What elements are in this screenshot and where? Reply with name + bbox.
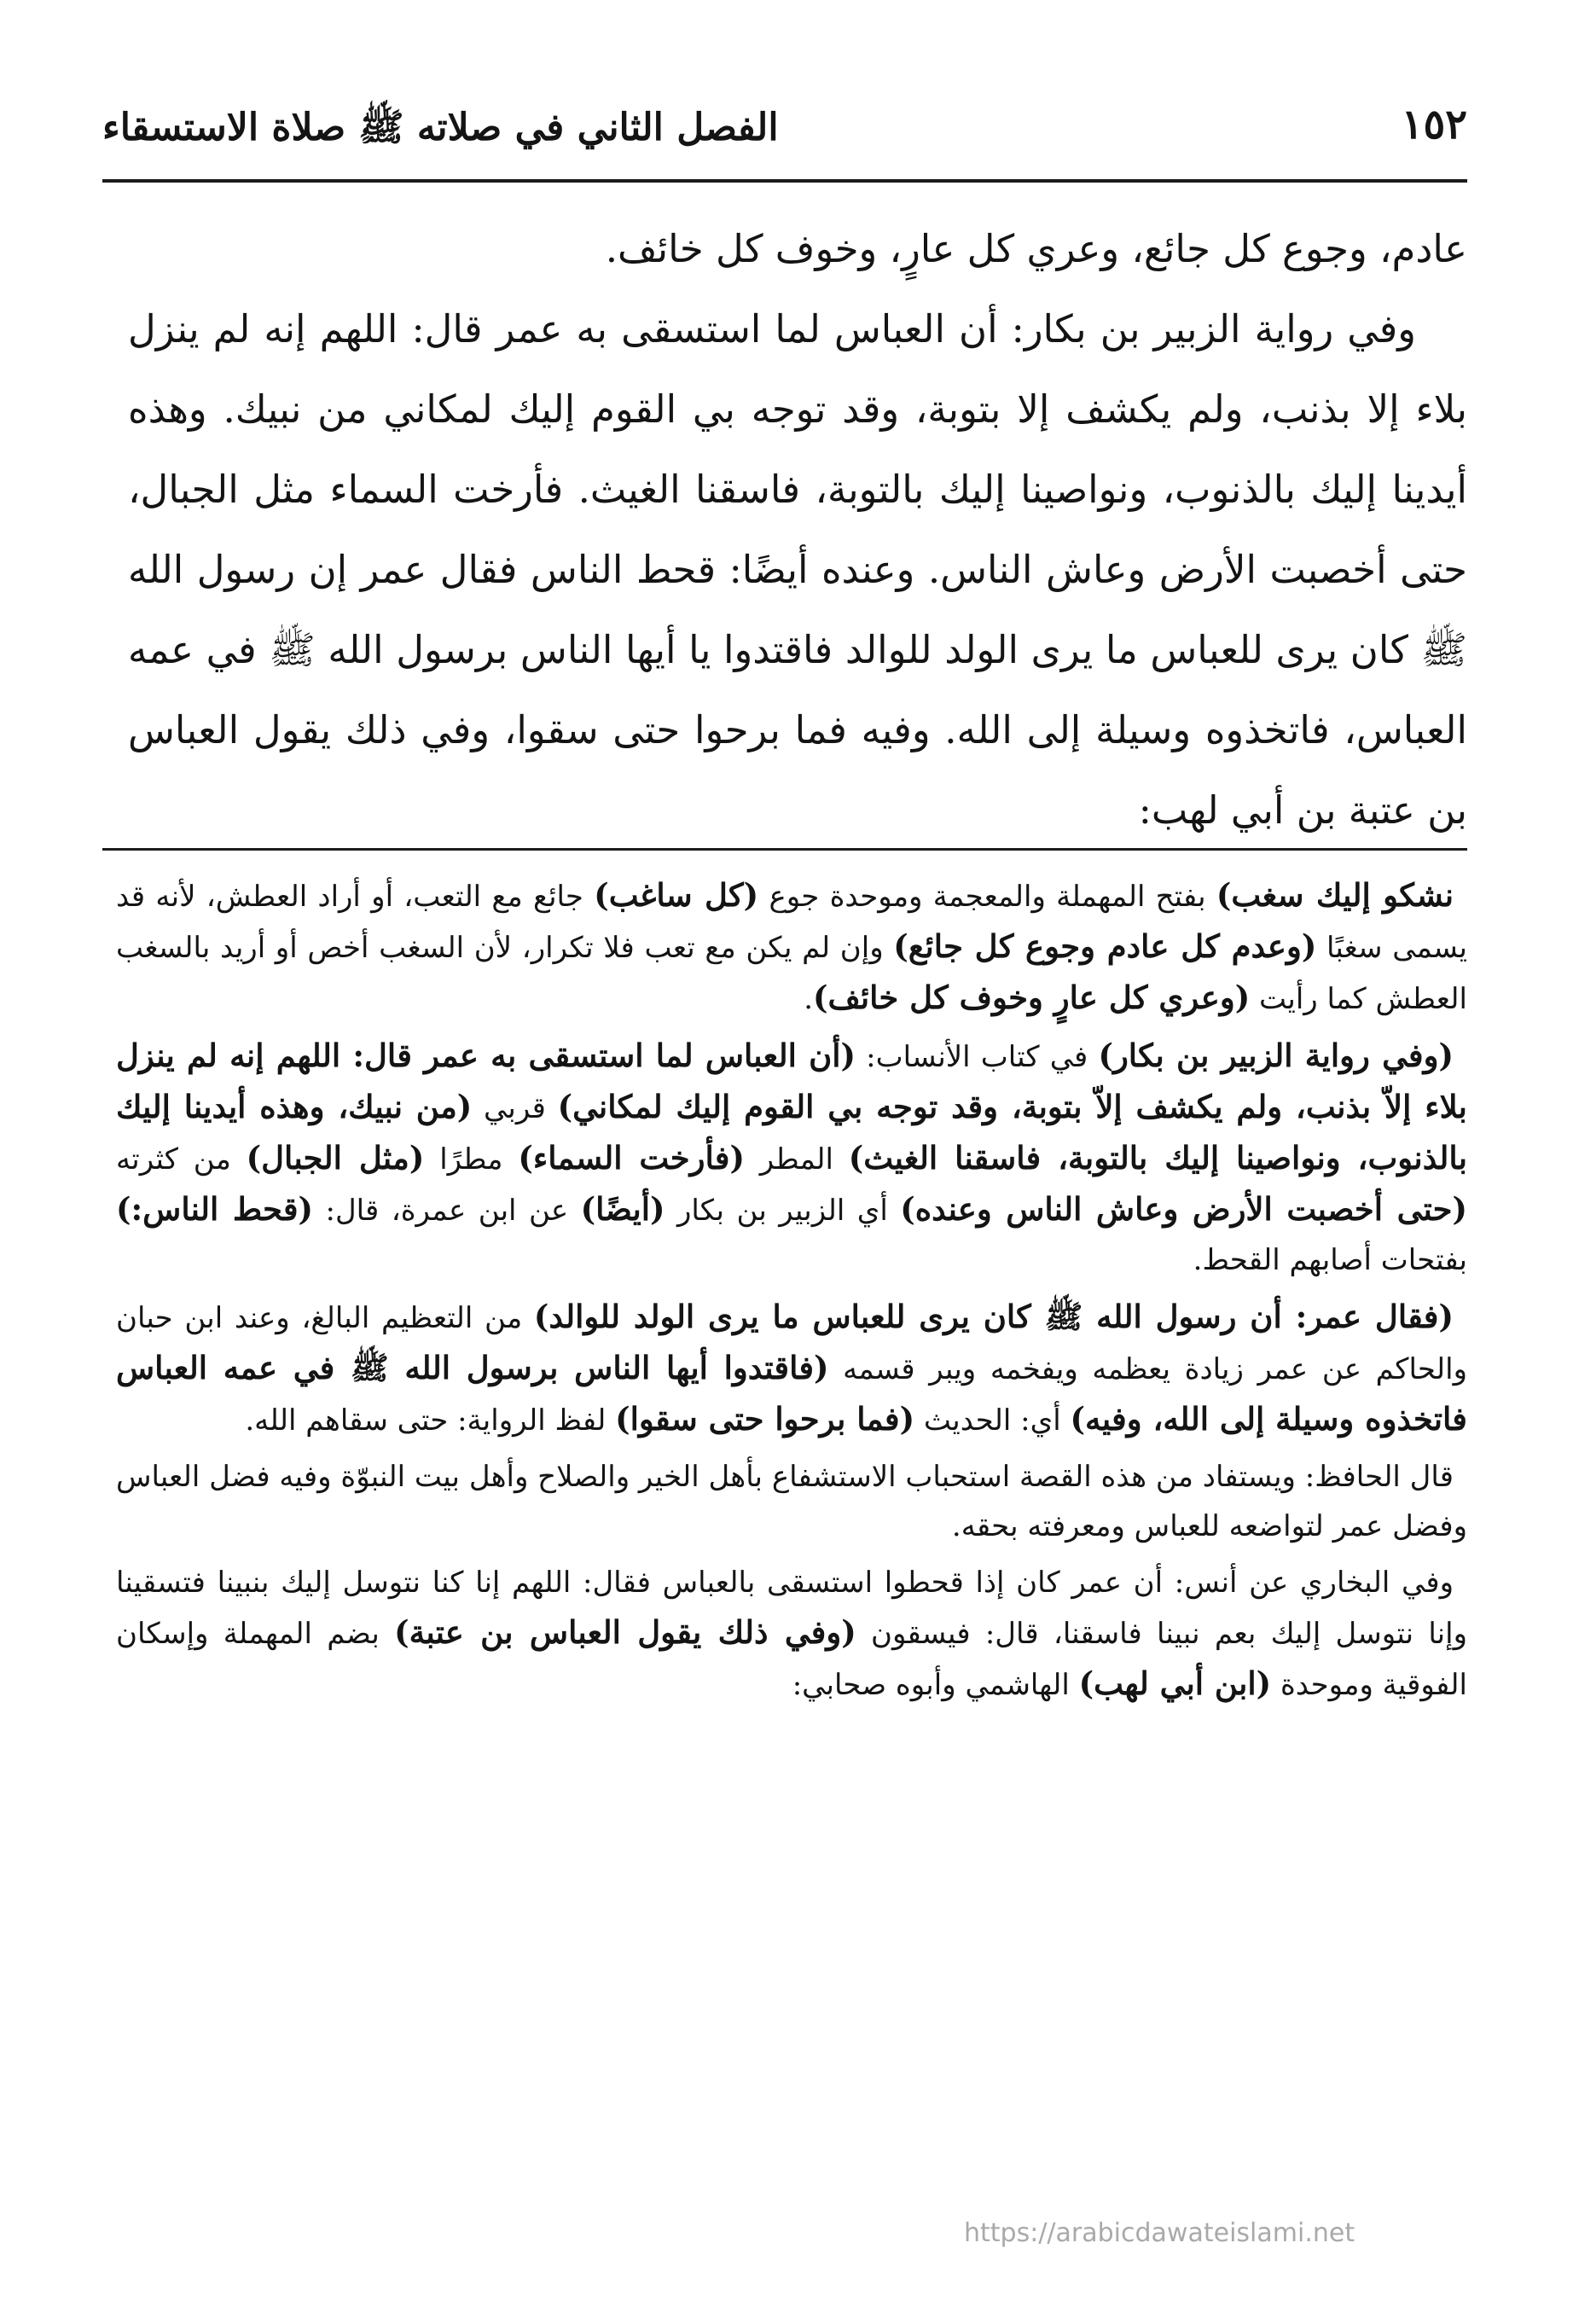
main-paragraph-2: وفي رواية الزبير بن بكار: أن العباس لما استسقى به عمر قال: اللهم إنه لم ينزل بلاء إلا بذنب، ولم يكشف إلا بتوبة، وقد توجه بي القوم إليك لمكاني من نبيك. وهذه أيدينا إليك بالذنوب، ونواصينا إليك بالتوبة، فاسقنا الغيث. فأرخت السماء مثل الجبال، حتى أخصبت الأرض وعاش الناس. وعنده أيضًا: قحط الناس فقال عمر إن رسول الله ﷺ كان يرى للعباس ما يرى الولد للوالد فاقتدوا يا أيها الناس برسول الله ﷺ في عمه العباس، فاتخذوه وسيلة إلى الله. وفيه فما برحوا حتى سقوا، وفي ذلك يقول العباس بن عتبة بن أبي لهب:	[128, 306, 1467, 833]
header-divider	[102, 179, 1467, 183]
gloss-text: أي: الحديث	[914, 1403, 1071, 1438]
quoted-text: (مثل الجبال)	[246, 1139, 425, 1177]
watermark-url: https://arabicdawateislami.net	[964, 2218, 1355, 2248]
quoted-text: (وفي ذلك يقول العباس بن عتبة)	[394, 1613, 856, 1651]
commentary-paragraph-5	[116, 1558, 1467, 1710]
quoted-text: (وعدم كل عادم وجوع كل جائع)	[893, 927, 1317, 965]
gloss-text: المطر	[744, 1142, 849, 1177]
commentary-paragraph-3	[116, 1292, 1467, 1445]
main-text	[128, 209, 1467, 851]
quoted-text: (من نبيك، وهذه أيدينا إليك بالذنوب، ونواصينا إليك بالتوبة، فاسقنا الغيث)	[116, 1088, 1467, 1177]
gloss-text: مطرًا	[424, 1142, 519, 1177]
gloss-text: وإن لم يكن مع تعب فلا تكرار، لأن السغب أخص أو أريد بالسغب العطش كما رأيت	[116, 931, 1467, 1016]
gloss-text: بفتح المهملة والمعجمة وموحدة جوع	[758, 880, 1216, 914]
gloss-text: عن ابن عمرة، قال:	[313, 1194, 581, 1228]
gloss-text: من كثرته	[116, 1142, 247, 1177]
gloss-text: من التعظيم البالغ، وعند ابن حبان والحاكم عن عمر زيادة يعظمه ويفخمه ويبر قسمه	[116, 1301, 1467, 1386]
commentary-paragraph-4: قال الحافظ: ويستفاد من هذه القصة استحباب الاستشفاع بأهل الخير والصلاح وأهل بيت النبوّة وفيه فضل العباس وفضل عمر لتواضعه للعباس ومعرفته بحقه.	[116, 1460, 1467, 1543]
gloss-text: جائع مع التعب، أو أراد العطش، لأنه قد يسمى سغبًا	[116, 880, 1467, 965]
gloss-text: بفتحات أصابهم القحط.	[1193, 1243, 1467, 1277]
quoted-text: (أيضًا)	[580, 1190, 665, 1228]
quoted-text: (وعري كل عارٍ وخوف كل خائف)	[813, 979, 1251, 1016]
gloss-text: لفظ الرواية: حتى سقاهم الله.	[245, 1403, 616, 1438]
quoted-text: (فأرخت السماء)	[518, 1139, 745, 1177]
gloss-text: أي الزبير بن بكار	[665, 1194, 901, 1228]
footnote-divider	[102, 848, 1467, 851]
quoted-text: (ابن أبي لهب)	[1078, 1665, 1272, 1702]
quoted-text: (وفي رواية الزبير بن بكار)	[1098, 1037, 1454, 1074]
quoted-text: (فقال عمر: أن رسول الله ﷺ كان يرى للعباس ما يرى الولد للوالد)	[533, 1298, 1454, 1335]
main-paragraph-1: عادم، وجوع كل جائع، وعري كل عارٍ، وخوف كل خائف.	[605, 226, 1467, 271]
gloss-text: الهاشمي وأبوه صحابي:	[792, 1668, 1079, 1702]
gloss-text: في كتاب الأنساب:	[856, 1040, 1099, 1074]
quoted-text: نشكو إليك سغب)	[1216, 876, 1454, 914]
quoted-text: (أن العباس لما استسقى به عمر قال: اللهم إنه لم ينزل بلاء إلاّ بذنب، ولم يكشف إلاّ بتوبة، وقد توجه بي القوم إليك لمكاني)	[116, 1037, 1467, 1125]
quoted-text: (قحط الناس:)	[116, 1190, 314, 1228]
page-header	[102, 101, 1467, 171]
quoted-text: (حتى أخصبت الأرض وعاش الناس وعنده)	[900, 1190, 1467, 1228]
gloss-text: قربي	[472, 1091, 558, 1125]
gloss-text: بضم المهملة وإسكان الفوقية وموحدة	[116, 1617, 1467, 1702]
gloss-text: وفي البخاري عن أنس: أن عمر كان إذا قحطوا استسقى بالعباس فقال: اللهم إنا كنا نتوسل إليك بنبينا فتسقينا وإنا نتوسل إليك بعم نبينا فاسقنا، قال: فيسقون	[116, 1566, 1467, 1651]
commentary-paragraph-1	[116, 870, 1467, 1024]
commentary-paragraph-2	[116, 1031, 1467, 1285]
commentary	[116, 870, 1467, 1717]
gloss-text: .	[804, 982, 814, 1016]
quoted-text: (فما برحوا حتى سقوا)	[615, 1400, 915, 1438]
quoted-text: (كل ساغب)	[594, 876, 759, 914]
quoted-text: (فاقتدوا أيها الناس برسول الله ﷺ في عمه العباس فاتخذوه وسيلة إلى الله، وفيه)	[116, 1349, 1467, 1438]
chapter-title: الفصل الثاني في صلاته ﷺ صلاة الاستسقاء	[102, 106, 779, 149]
page-number: ١٥٢	[1401, 101, 1467, 148]
